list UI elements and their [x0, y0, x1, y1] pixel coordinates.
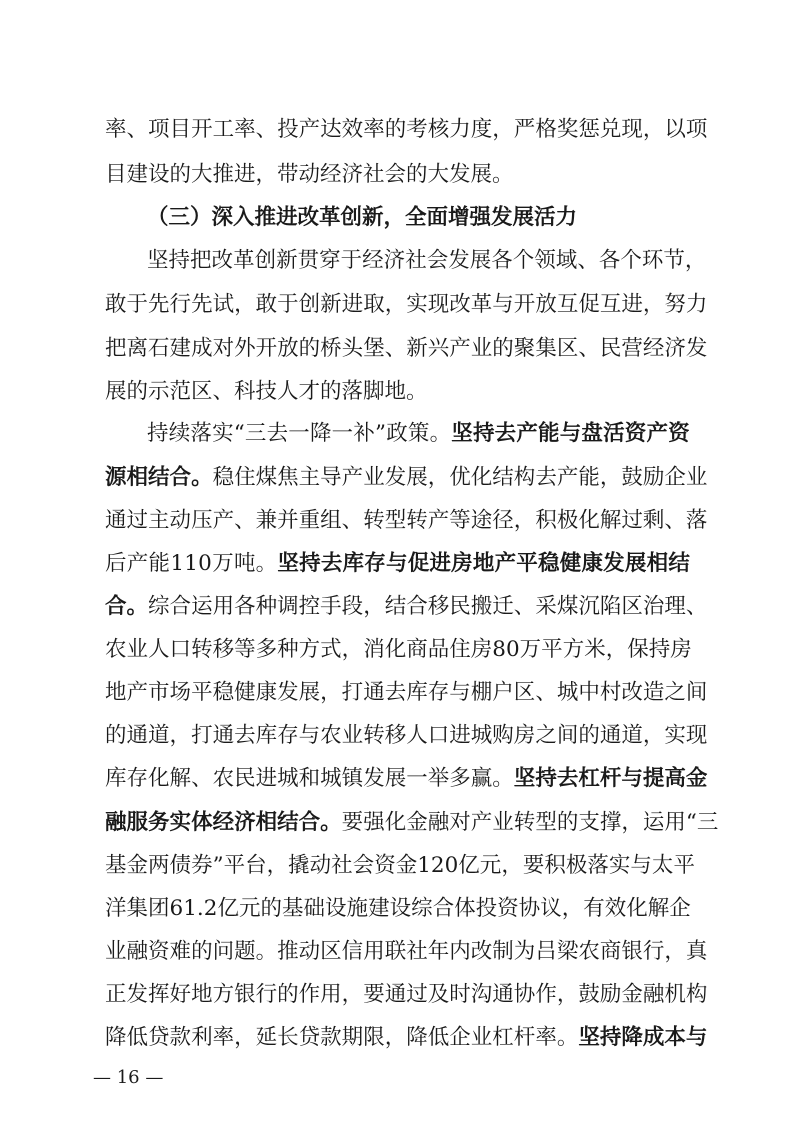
text-line: 合 。 综 合 运 用 各 种 调 控 手 段 ， 结 合 移 民 搬 迁 、 采 煤 沉 陷 区 治 理 、 — [105, 594, 708, 619]
text-line: 的 通 道 ， 打 通 去 库 存 与 农 业 转 移 人 口 进 城 购 房 之 间 的 通 道 ， 实 现 — [105, 723, 708, 748]
text-line: 地 产 市 场 平 稳 健 康 发 展 ， 打 通 去 库 存 与 棚 户 区 、 城 中 村 改 造 之 间 — [105, 680, 708, 705]
text-line: 持 续 落 实 “ 三 去 一 降 一 补 ” 政 策 。 坚 持 去 产 能 与 盘 活 资 产 资 — [147, 421, 690, 446]
text-line: 业 融 资 难 的 问 题 。 推 动 区 信 用 联 社 年 内 改 制 为 吕 梁 农 商 银 行 ， 真 — [105, 939, 708, 964]
text-line: 后 产 能 1 1 0 万 吨 。 坚 持 去 库 存 与 促 进 房 地 产 平 稳 健 康 发 展 相 结 — [105, 551, 690, 576]
text-line: 基 金 两 债 券 ” 平 台 ， 撬 动 社 会 资 金 1 2 0 亿 元 ， 要 积 极 落 实 与 太 平 — [105, 853, 695, 878]
text-line: 坚 持 把 改 革 创 新 贯 穿 于 经 济 社 会 发 展 各 个 领 域 、 各 个 环 节 ， — [147, 248, 707, 273]
text-line: 洋 集 团 6 1 . 2 亿 元 的 基 础 设 施 建 设 综 合 体 投 资 协 议 ， 有 效 化 解 企 — [105, 896, 691, 921]
text-line: 展的示范区、科技人才的落脚地。 — [105, 379, 428, 404]
text-line: 库 存 化 解 、 农 民 进 城 和 城 镇 发 展 一 举 多 赢 。 坚 持 去 杠 杆 与 提 高 金 — [105, 766, 708, 791]
text-line: 降 低 贷 款 利 率 ， 延 长 贷 款 期 限 ， 降 低 企 业 杠 杆 率 。 坚 持 降 成 本 与 — [105, 1025, 708, 1050]
text-line: 农 业 人 口 转 移 等 多 种 方 式 ， 消 化 商 品 住 房 8 0 万 平 方 米 ， 保 持 房 — [105, 637, 692, 662]
text-line: 率 、 项 目 开 工 率 、 投 产 达 效 率 的 考 核 力 度 ， 严 格 奖 惩 兑 现 ， 以 项 — [105, 117, 708, 142]
text-line: 正 发 挥 好 地 方 银 行 的 作 用 ， 要 通 过 及 时 沟 通 协 作 ， 鼓 励 金 融 机 构 — [105, 982, 708, 1007]
text-line: 把 离 石 建 成 对 外 开 放 的 桥 头 堡 、 新 兴 产 业 的 聚 集 区 、 民 营 经 济 发 — [105, 336, 708, 361]
text-line: 源 相 结 合 。 稳 住 煤 焦 主 导 产 业 发 展 ， 优 化 结 构 去 产 能 ， 鼓 励 企 业 — [105, 465, 708, 490]
section-heading: （三）深入推进改革创新，全面增强发展活力 — [147, 205, 578, 230]
text-line: 目建设的大推进，带动经济社会的大发展。 — [105, 162, 514, 187]
text-line: 通 过 主 动 压 产 、 兼 并 重 组 、 转 型 转 产 等 途 径 ， 积 极 化 解 过 剩 、 落 — [105, 508, 708, 533]
text-line: 融 服 务 实 体 经 济 相 结 合 。 要 强 化 金 融 对 产 业 转 型 的 支 撑 ， 运 用 “ 三 — [105, 810, 719, 835]
text-line: 敢 于 先 行 先 试 ， 敢 于 创 新 进 取 ， 实 现 改 革 与 开 放 互 促 互 进 ， 努 力 — [105, 292, 708, 317]
page-number: — 16 — — [93, 1067, 164, 1088]
